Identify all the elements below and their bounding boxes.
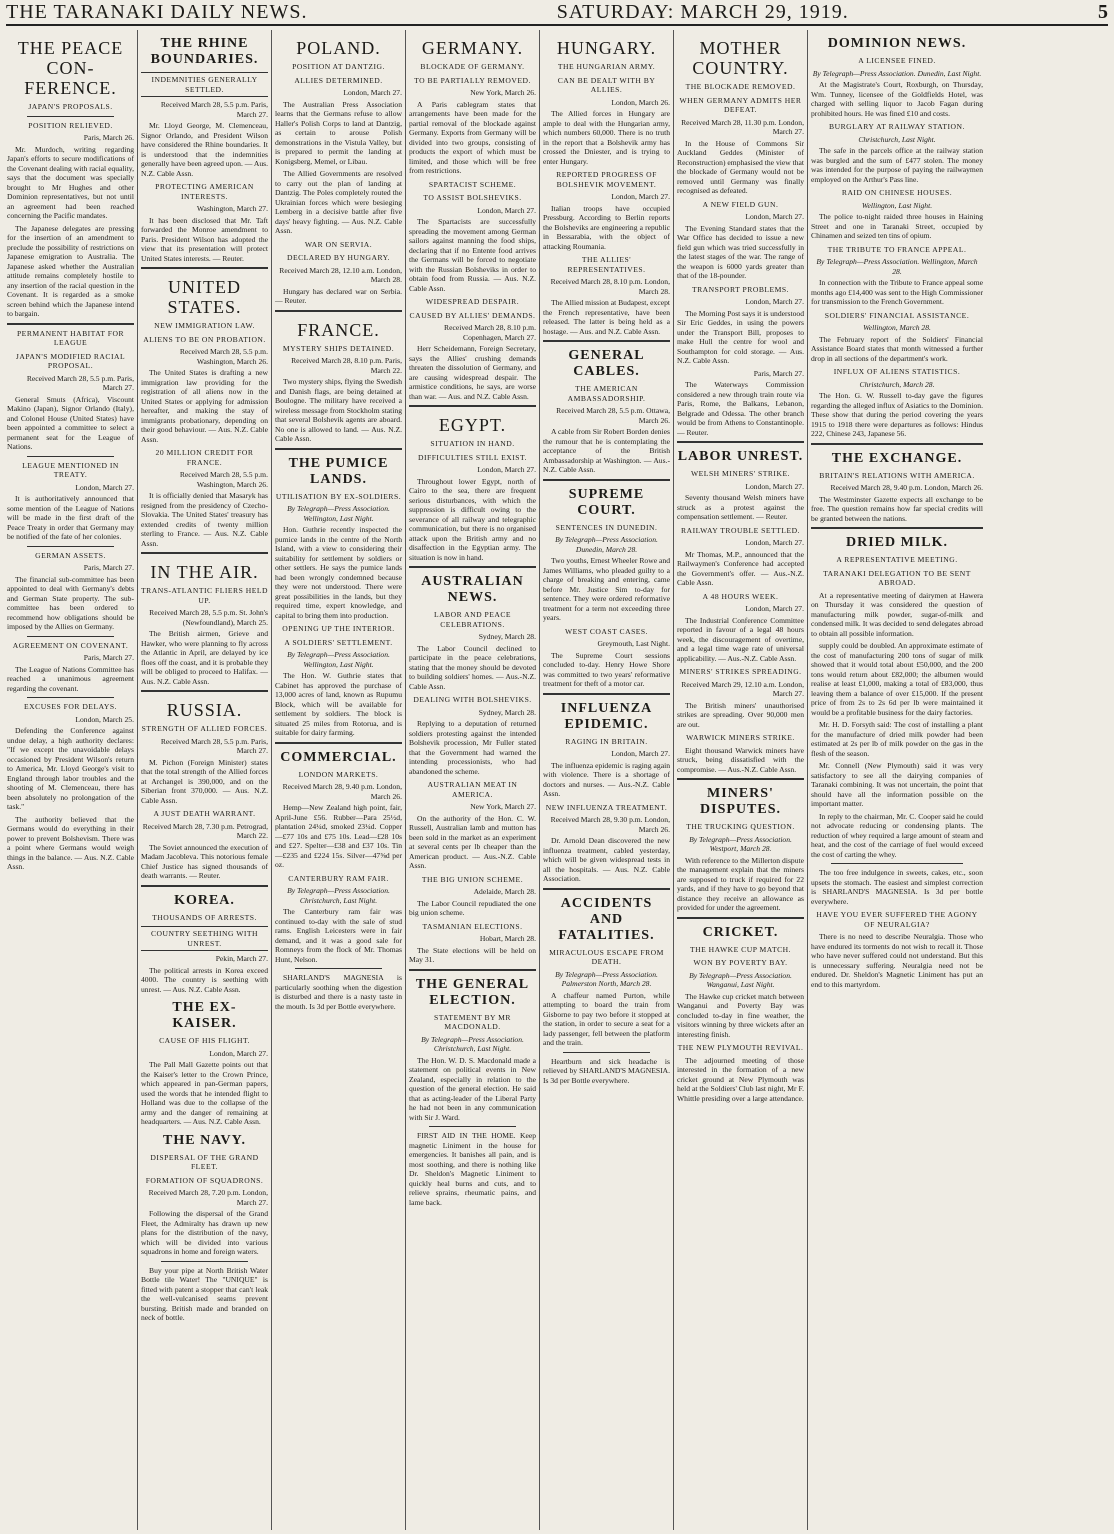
headline: IN THE AIR. (150, 562, 259, 582)
dateline: Pekin, March 27. (215, 954, 268, 963)
article-paragraph: The February report of the Soldiers' Financial Assistance Board states that month witnessed a further drop in all sections of the department's work. (811, 334, 983, 363)
article-paragraph: The Labor Council declined to participate in the peace celebrations, stating that the money should be devoted to building soldiers' homes. — Aus.-N.Z. Cable Assn. (409, 643, 536, 691)
divider (831, 863, 963, 864)
dateline: Received March 28, 5.5 p.m. Paris, March 27. (160, 736, 268, 755)
dateline: New York, March 26. (470, 88, 536, 97)
dateline: Received March 28, 5.5 p.m. Paris, March 27. (160, 100, 268, 119)
article-paragraph: At the Magistrate's Court, Roxburgh, on Thursday, Wm. Tunney, licensee of the Goldfields Hotel, was charged with selling liquor to Jacob Fagan during prohibited hours. He was fined £10 and costs. (811, 80, 983, 118)
subheading: WELSH MINERS' STRIKE. (691, 469, 790, 478)
subheading: EXCUSES FOR DELAYS. (24, 702, 117, 711)
headline: KOREA. (174, 892, 235, 908)
article-paragraph: supply could be doubled. An approximate estimate of the cost of manufacturing 200 tons of sugar of milk showed that it would total about £50,000, and the 200 tons would return about £82,000; the albumen would realise at least £1,000, making a total of £83,000, thus leaving them a balance of over £15,000. If the present price of from 2s to 2s 6d per lb were maintained it would be a profitable business for the dairy factories. (811, 641, 983, 717)
subheading: JAPAN'S MODIFIED RACIAL PROPOSAL. (15, 351, 126, 370)
subheading: STATEMENT BY MR MACDONALD. (434, 1012, 511, 1031)
article-paragraph: The Evening Standard states that the War Office has decided to issue a new field gun which was tried successfully in the latest stages of the war. The range of the weapon is 6000 yards greater than that of the 18-pounder. (677, 223, 804, 280)
dateline: Received March 28, 5.5 p.m. Washington, March 26. (179, 347, 268, 366)
subheading: THE BIG UNION SCHEME. (421, 874, 524, 884)
article-paragraph: A cable from Sir Robert Borden denies the rumour that he is contemplating the acceptance of the British Ambassadorship at Washington. — Aus.-N.Z. Cable Assn. (543, 427, 670, 474)
columns (4, 30, 1110, 1530)
subheading: BLOCKADE OF GERMANY. (420, 62, 525, 71)
article-paragraph: Hemp—New Zealand high point, fair, April-June £56. Rubber—Para 25½d, plantation 24¼d, smoked 23¼d. Copper—£77 10s and £75 10s. Lead—£28 10s and £27. Spelter—£38 and £37 10s. Tin—£235 and £224 15s. Silver—47⅝d per oz. (275, 803, 402, 869)
article-paragraph: The financial sub-committee has been appointed to deal with Germany's debts and German State property. The sub-committee has been ordered to recommend how obligations should be imposed by the Allies on Germany. (7, 574, 134, 631)
article-paragraph: In reply to the chairman, Mr. C. Cooper said he could not advocate reducing or condensing plants. The reduction of whey required a large amount of steam and heat, and the cost of the carriage of fuel would exceed the cost of carting the whey. (811, 811, 983, 859)
subheading: DIFFICULTIES STILL EXIST. (417, 452, 528, 462)
headline: THE EXCHANGE. (831, 450, 963, 466)
dateline: Paris, March 27. (83, 653, 134, 662)
divider (275, 448, 402, 450)
divider (677, 917, 804, 919)
article-paragraph: The British airmen, Grieve and Hawker, who were planning to fly across the Atlantic in April, are delayed by ice floes off the coast, and it is probable they will be obliged to proceed to Halifax. — Aus. N.Z. Cable Assn. (141, 629, 268, 686)
subheading: RAILWAY TROUBLE SETTLED. (681, 525, 800, 535)
article-paragraph: Mr. Murdoch, writing regarding Japan's efforts to secure modifications of the Covenant dealing with racial equality, says that the document was specially brought to Mr Hughes and other Dominion representatives, but not until an agreement had been reached concerning the Pacific mandates. (7, 144, 134, 220)
subheading: A NEW FIELD GUN. (702, 199, 779, 209)
subheading: A LICENSEE FINED. (858, 56, 936, 65)
dateline: Adelaide, March 28. (473, 887, 536, 896)
article-paragraph: Following the dispersal of the Grand Fleet, the Admiralty has drawn up new plans for the distribution of the navy, which will be divided into various squadrons in home and foreign waters. (141, 1209, 268, 1256)
advertisement: The too free indulgence in sweets, cakes, etc., soon upsets the stomach. The easiest and simplest correction is SHARLAND'S MAGNESIA. Is 3d per bottle everywhere. (811, 868, 983, 906)
subheading: WEST COAST CASES. (564, 626, 649, 636)
article-paragraph: The political arrests in Korea exceed 4000. The country is seething with unrest. — Aus. N.Z. Cable Assn. (141, 965, 268, 994)
headline: MOTHER COUNTRY. (692, 38, 789, 78)
subheading: GERMAN ASSETS. (35, 550, 106, 560)
divider (7, 323, 134, 325)
divider (409, 969, 536, 971)
subheading: INDEMNITIES GENERALLY SETTLED. (141, 72, 268, 97)
column-3 (272, 30, 406, 1530)
dateline: London, March 27. (611, 749, 670, 758)
article-paragraph: The United States is drafting a new immigration law providing for the registration of all aliens now in the United States or applying for admission hereafter, and making the stay of immigrants probationary, depending on their good behaviour. — Aus. N.Z. Cable Assn. (141, 368, 268, 444)
subheading: DECLARED BY HUNGARY. (286, 253, 391, 262)
subheading: DISPERSAL OF THE GRAND FLEET. (150, 1152, 259, 1171)
subheading: POSITION AT DANTZIG. (292, 62, 385, 71)
newspaper-title: THE TARANAKI DAILY NEWS. (6, 1, 308, 23)
byline: By Telegraph—Press Association. Wellington, March 28. (816, 257, 978, 276)
dateline: Greymouth, Last Night. (597, 639, 670, 648)
article-paragraph: In connection with the Tribute to France appeal some months ago £14,400 was sent to the High Commissioner for transmission to the French Government. (811, 278, 983, 306)
subheading: THE ALLIES' REPRESENTATIVES. (567, 255, 646, 274)
dateline: London, March 26. (611, 97, 670, 107)
article-paragraph: Mr. H. D. Forsyth said: The cost of installing a plant for the manufacture of dried milk powder had been estimated at 2s per lb of milk powder on the gas in the flesh of the season. (811, 720, 983, 758)
column-5 (540, 30, 674, 1530)
divider (429, 1126, 516, 1127)
article-paragraph: With reference to the Millerton dispute the management explain that the miners are supposed to truck if required for 22 yards, and if they have to go beyond that distance they receive an allowance as provided for under the agreement. (677, 855, 804, 912)
article-paragraph: On the authority of the Hon. C. W. Russell, Australian lamb and mutton has been sold in the market as an experiment at several cents per lb cheaper than the American product. — Aus.-N.Z. Cable Assn. (409, 813, 536, 870)
subheading: MIRACULOUS ESCAPE FROM DEATH. (549, 947, 664, 966)
divider (141, 885, 268, 887)
headline: DRIED MILK. (845, 535, 948, 550)
headline: AUSTRALIAN NEWS. (421, 574, 524, 605)
dateline: London, March 27. (745, 212, 804, 221)
subheading: THE TRUCKING QUESTION. (686, 822, 795, 831)
subheading: TRANSPORT PROBLEMS. (691, 284, 790, 294)
article-paragraph: The Supreme Court sessions concluded to-day. Henry Howe Shore was committed to two years' reformative treatment for theft of a motor car. (543, 650, 670, 688)
article-paragraph: Eight thousand Warwick miners have struck, being dissatisfied with the compromise. — Aus.-N.Z. Cable Assn. (677, 745, 804, 774)
subheading: WON BY POVERTY BAY. (693, 958, 788, 967)
dateline: New York, March 27. (470, 802, 536, 811)
subheading: 20 MILLION CREDIT FOR FRANCE. (155, 448, 254, 467)
subheading: THE HAWKE CUP MATCH. (689, 944, 792, 954)
dateline: Received March 28, 7.30 p.m. Petrograd, March 22. (142, 821, 268, 840)
subheading: CAN BE DEALT WITH BY ALLIES. (557, 75, 656, 94)
article-paragraph: The Pall Mall Gazette points out that the Kaiser's letter to the Crown Prince, which appeared in pan-German papers, used the words that he intended flight to Holland was due to the collapse of the army and the danger of remaining at headquarters. — Aus. N.Z. Cable Assn. (141, 1060, 268, 1126)
subheading: THE BLOCKADE REMOVED. (685, 82, 796, 91)
subheading: AGREEMENT ON COVENANT. (12, 640, 129, 650)
article-paragraph: Italian troops have occupied Pressburg. According to Berlin reports the Bolsheviks are engineering a republic in Bessarabia, with the object of attacking Roumania. (543, 203, 670, 251)
dateline: Received March 28, 5.5 p.m. St. John's (Newfoundland), March 25. (149, 608, 268, 627)
byline: Christchurch, March 28. (859, 379, 935, 389)
article-paragraph: The League of Nations Committee has reached a unanimous agreement regarding the covenant. (7, 664, 134, 693)
headline: THE RHINE BOUNDARIES. (150, 36, 259, 67)
subheading: MYSTERY SHIPS DETAINED. (282, 343, 395, 353)
subheading: AUSTRALIAN MEAT IN AMERICA. (427, 780, 518, 799)
subheading: THOUSANDS OF ARRESTS. (152, 912, 257, 922)
article-paragraph: Mr Thomas, M.P., announced that the Railwaymen's Conference had accepted the Government's offer. — Aus.-N.Z. Cable Assn. (677, 549, 804, 587)
dateline: Received March 29, 12.10 a.m. London, March 27. (681, 679, 804, 698)
subheading: A REPRESENTATIVE MEETING. (836, 555, 958, 564)
article-paragraph: The Australian Press Association learns that the Germans refuse to allow Haller's Polish Corps to land at Dantzig, as certain to arouse Polish demonstrations in the Vistula Valley, but is prepared to permit the landing at Konigsberg, Memel, or Libau. (275, 99, 402, 166)
article-paragraph: The Morning Post says it is understood Sir Eric Geddes, in using the powers under the Transport Bill, proposes to make Hull the centre for wool and Southampton for cold storage. — Aus. N.Z. Cable Assn. (677, 308, 804, 365)
article-paragraph: The influenza epidemic is raging again with violence. There is a shortage of doctors and nurses. — Aus.-N.Z. Cable Assn. (543, 760, 670, 798)
divider (27, 116, 114, 117)
dateline: London, March 27. (611, 192, 670, 201)
subheading: ALIENS TO BE ON PROBATION. (143, 334, 266, 344)
subheading: LEAGUE MENTIONED IN TREATY. (22, 460, 119, 479)
byline: By Telegraph—Press Association. Palmerston North, March 28. (555, 969, 658, 988)
subheading: COUNTRY SEETHING WITH UNREST. (141, 926, 268, 951)
divider (275, 742, 402, 744)
article-paragraph: The Allied Governments are resolved to carry out the plan of landing at Dantzig. The Poles completely routed the Ukrainian forces which were besieging Lemberg in a decisive battle after five days' heavy fighting. — Aus. N.Z. Cable Assn. (275, 169, 402, 235)
advertisement: FIRST AID IN THE HOME. Keep magnetic Liniment in the house for emergencies. It banishes all pain, and is most soothing, and there is nothing like Dr. Sheldon's Magnetic Liniment to quickly heal burns and cuts, and to relieve sprains, rheumatic pains, and lame back. (409, 1131, 536, 1207)
subheading: TRANS-ATLANTIC FLIERS HELD UP. (141, 586, 268, 605)
article-paragraph: It has been disclosed that Mr. Taft forwarded the Monroe amendment to Paris. President Wilson has adopted the view that its presentation will protect United States interests. — Reuter. (141, 215, 268, 263)
article-paragraph: At a representative meeting of dairymen at Hawera on Thursday it was considered the question of manufacturing milk powder, sugar-of-milk and condensed milk. It was decided to send delegates abroad to obtain all possible information. (811, 590, 983, 638)
subheading: PROTECTING AMERICAN INTERESTS. (155, 182, 254, 201)
dateline: Received March 28, 11.30 p.m. London, March 27. (681, 117, 804, 136)
subheading: TO ASSIST BOLSHEVIKS. (423, 193, 522, 202)
byline: By Telegraph—Press Association. Christchurch, Last Night. (421, 1034, 524, 1053)
divider (543, 340, 670, 342)
article-paragraph: M. Pichon (Foreign Minister) states that the total strength of the Allied forces at Archangel is 390,000, and on the Siberian front 370,000. — Aus. N.Z. Cable Assn. (141, 757, 268, 805)
headline: HUNGARY. (556, 38, 657, 58)
divider (141, 690, 268, 692)
divider (409, 566, 536, 568)
subheading: NEW INFLUENZA TREATMENT. (545, 802, 668, 812)
dateline: London, March 27. (745, 604, 804, 613)
divider (27, 456, 114, 457)
subheading: INFLUX OF ALIENS STATISTICS. (833, 367, 961, 376)
column-7 (808, 30, 986, 1530)
article-paragraph: The authority believed that the Germans would do everything in their power to prevent Bolshevism. There was a point where Germans would weigh things in the balance. — Aus. N.Z. Cable Assn. (7, 814, 134, 871)
subheading: SOLDIERS' FINANCIAL ASSISTANCE. (824, 310, 970, 320)
dateline: Received March 28, 7.20 p.m. London, March 27. (148, 1188, 268, 1207)
divider (811, 527, 983, 529)
divider (295, 968, 382, 969)
subheading: THE NEW PLYMOUTH REVIVAL. (677, 1043, 804, 1052)
divider (811, 443, 983, 445)
article-paragraph: The Labor Council repudiated the one big union scheme. (409, 898, 536, 917)
article-paragraph: The Spartacists are successfully spreading the movement among German sailors against manning the food ships, declaring that if no Entente food arrives the Germans will be forced to negotiate with the Russian Bolsheviks in order to obtain food from Russia. — Aus. N.Z. Cable Assn. (409, 217, 536, 293)
dateline: London, March 27. (477, 205, 536, 215)
headline: THE EX-KAISER. (172, 1000, 237, 1031)
divider (543, 888, 670, 890)
divider (275, 310, 402, 312)
byline: By Telegraph—Press Association. Dunedin, Last Night. (812, 68, 982, 78)
subheading: CANTERBURY RAM FAIR. (288, 873, 389, 883)
subheading: LABOR AND PEACE CELEBRATIONS. (433, 610, 512, 629)
headline: POLAND. (296, 38, 381, 58)
subheading: SENTENCES IN DUNEDIN. (555, 522, 658, 532)
subheading: A 48 HOURS WEEK. (702, 591, 779, 601)
subheading: POSITION RELIEVED. (28, 120, 113, 130)
subheading: DEALING WITH BOLSHEVIKS. (413, 695, 532, 704)
subheading: THE HUNGARIAN ARMY. (557, 62, 656, 71)
headline: THE GENERAL ELECTION. (415, 976, 530, 1008)
dateline: Received March 28, 9.30 p.m. London, March 26. (550, 815, 670, 834)
byline: By Telegraph—Press Association. Wellington, Last Night. (287, 650, 390, 669)
subheading: RAID ON CHINESE HOUSES. (841, 188, 953, 197)
subheading: OPENING UP THE INTERIOR. (282, 624, 395, 633)
headline: MINERS' DISPUTES. (700, 786, 781, 817)
subheading: CAUSE OF HIS FLIGHT. (159, 1036, 250, 1045)
subheading: WAR ON SERVIA. (304, 239, 373, 249)
headline: SUPREME COURT. (568, 486, 645, 518)
dateline: London, March 25. (75, 714, 134, 724)
article-paragraph: A chaffeur named Purton, while attempting to board the train from Gisborne to pay two before it stopped at the station, in order to secure a seat for a lady passenger, fell between the platform and the train. (543, 990, 670, 1047)
headline: INFLUENZA EPIDEMIC. (560, 700, 653, 732)
article-paragraph: The Hon. G. W. Russell to-day gave the figures regarding the alleged influx of Asiatics to the Dominion. These show that during the period covering the years 1915 to 1918 there were departures as follows: Hindus 222, Chinese 243, Japanese 56. (811, 391, 983, 438)
article-paragraph: Two youths, Ernest Wheeler Rowe and James Williams, who pleaded guilty to a charge of breaking and entering, came before Mr. Justice Sim to-day for sentence. They were ordered reformative treatment for a term not exceeding three years. (543, 556, 670, 622)
headline: THE NAVY. (163, 1132, 246, 1148)
column-6 (674, 30, 808, 1530)
subheading: MINERS' STRIKES SPREADING. (679, 667, 802, 676)
article-paragraph: General Smuts (Africa), Viscount Makino (Japan), Signor Orlando (Italy), and Colonel House (United States) have been appointed a committee to select a permanent seat for the League of Nations. (7, 394, 134, 451)
subheading: TASMANIAN ELECTIONS. (422, 921, 523, 931)
dateline: London, March 27. (209, 1048, 268, 1058)
subheading: HAVE YOU EVER SUFFERED THE AGONY OF NEURALGIA? (816, 910, 978, 929)
column-2 (138, 30, 272, 1530)
article-paragraph: A Paris cablegram states that arrangements have been made for the partial removal of the blockade against Germany. Exports from Germany will be divided into two groups, consisting of products the export of which must be limited, and those which will be free from restrictions. (409, 99, 536, 175)
article-paragraph: The British miners' unauthorised strikes are spreading. Over 90,000 men are out. (677, 700, 804, 729)
subheading: A JUST DEATH WARRANT. (153, 809, 256, 818)
byline: By Telegraph—Press Association. Wanganui, Last Night. (689, 970, 792, 989)
subheading: WHEN GERMANY ADMITS HER DEFEAT. (679, 95, 802, 114)
advertisement: SHARLAND'S MAGNESIA is particularly soothing when the digestion is disturbed and there is a nasty taste in the mouth. Is 3d per Bottle everywhere. (275, 973, 402, 1011)
article-paragraph: The Industrial Conference Committee reported in favour of a legal 48 hours week, the discouragement of overtime, and a legal time wage rate of universal applicability. — Aus.-N.Z. Cable Assn. (677, 615, 804, 663)
dateline: Paris, March 27. (83, 563, 134, 572)
subheading: A SOLDIERS' SETTLEMENT. (284, 637, 393, 647)
article-paragraph: The Westminster Gazette expects all exchange to be free. The question remains how far special credits will be granted between the nations. (811, 494, 983, 523)
article-paragraph: The Canterbury ram fair was continued to-day with the sale of stud rams. English Leicesters were in fair demand, and it was a good sale for Romneys from the flock of Mr. Thomas Hunt, Nelson. (275, 907, 402, 964)
article-paragraph: The Allied forces in Hungary are ample to deal with the Hungarian army, which numbers 60,000. There is no truth in the report that a Bolshevik army has crossed the Dniester, and is trying to enter Hungary. (543, 109, 670, 166)
subheading: SPARTACIST SCHEME. (428, 179, 517, 189)
article-paragraph: Seventy thousand Welsh miners have struck as a protest against the compensation settlement. — Reuter. (677, 493, 804, 521)
subheading: CAUSED BY ALLIES' DEMANDS. (409, 310, 536, 320)
divider (27, 697, 114, 698)
byline: Wellington, Last Night. (861, 200, 933, 210)
dateline: Washington, March 27. (196, 204, 268, 213)
divider (677, 778, 804, 780)
divider (543, 693, 670, 695)
subheading: STRENGTH OF ALLIED FORCES. (141, 724, 268, 733)
dateline: Sydney, March 28. (478, 632, 536, 641)
divider (409, 405, 536, 407)
subheading: TO BE PARTIALLY REMOVED. (414, 75, 531, 85)
subheading: THE AMERICAN AMBASSADORSHIP. (567, 384, 646, 403)
dateline: London, March 27. (75, 482, 134, 492)
article-paragraph: Defending the Conference against undue delay, a high authority declares: "If we except the unavoidable delays occasioned by President Wilson's return to America, Mr. Lloyd George's visit to England through labor troubles and the shooting of M. Clemenceau, there has been absolutely no prolongation of the task." (7, 726, 134, 811)
article-paragraph: Hon. Guthrie recently inspected the pumice lands in the centre of the North Island, with a view to considering their suitability for settlement by soldiers or other settlers. He says the pumice lands had been wrongly condemned because they were not understood. There were great possibilities in the lands, but they required time, expert knowledge, and capital to bring them into production. (275, 525, 402, 620)
headline: EGYPT. (438, 415, 507, 435)
subheading: SITUATION IN HAND. (430, 439, 515, 448)
column-4 (406, 30, 540, 1530)
dateline: Received March 28, 8.10 p.m. London, March 28. (550, 277, 670, 296)
dateline: London, March 27. (745, 481, 804, 491)
article-paragraph: The Hon. W. Guthrie states that Cabinet has approved the purchase of 13,000 acres of land, known as Rupumu Block, which will be available for settlement by soldiers. The block is situated 25 miles from Rotorua, and is suitable for dairy farming. (275, 671, 402, 737)
dateline: Received March 28, 5.5 p.m. Washington, March 26. (179, 470, 268, 489)
subheading: RAGING IN BRITAIN. (565, 736, 648, 746)
byline: By Telegraph—Press Association. Christchurch, Last Night. (287, 886, 390, 905)
headline: UNITED STATES. (167, 277, 242, 317)
advertisement: There is no need to describe Neuralgia. Those who have endured its torments do not wish to recall it. Those who have never suffered could not understand. But this is unnecessary suffering. Neuralgia need not be endured. Dr. Sheldon's Magnetic Liniment has put an end to this martyrdom. (811, 932, 983, 989)
subheading: WIDESPREAD DESPAIR. (425, 297, 520, 306)
byline: By Telegraph—Press Association. Wellington, Last Night. (287, 504, 390, 523)
subheading: LONDON MARKETS. (298, 769, 379, 779)
subheading: NEW IMMIGRATION LAW. (154, 321, 255, 330)
article-paragraph: The adjourned meeting of those interested in the formation of a new cricket ground at New Plymouth was held at the Soldiers' Club last night, Mr F. Whittle presiding over a large attendance. (677, 1055, 804, 1103)
masthead (6, 2, 1108, 26)
subheading: FORMATION OF SQUADRONS. (145, 1175, 264, 1185)
article-paragraph: Replying to a deputation of returned soldiers protesting against the intended Bolshevik procession, Mr Fuller stated that the Government had warned the intending processionists, who had abandoned the scheme. (409, 719, 536, 776)
subheading: REPORTED PROGRESS OF BOLSHEVIK MOVEMENT. (556, 170, 657, 189)
byline: By Telegraph—Press Association. Dunedin, March 28. (555, 535, 658, 554)
article-paragraph: Throughout lower Egypt, north of Cairo to the sea, there are frequent serious disturbances, with which the suppression is difficult owing to the severance of all railway and telegraphic communication, but there is no organised attack upon the British army and no disaffection in the Egyptian army. The situation is now in hand. (409, 476, 536, 562)
headline: COMMERCIAL. (280, 749, 397, 765)
article-paragraph: The Soviet announced the execution of Madam Jacobleva. This notorious female Chief Justice has signed thousands of death warrants. — Reuter. (141, 842, 268, 880)
article-paragraph: The Waterways Commission considered a new through train route via Paris, Rome, the Balkans, Lebanon, Belgrade and Odessa. The other branch would be from Athens to Constantinople. — Reuter. (677, 380, 804, 437)
dateline: Sydney, March 28. (478, 707, 536, 717)
dateline: Received March 28, 5.5 p.m. Paris, March 27. (26, 373, 134, 392)
divider (27, 636, 114, 637)
dateline: Received March 28, 12.10 a.m. London, March 28. (279, 265, 402, 284)
subheading: WARWICK MINERS STRIKE. (686, 733, 795, 742)
article-paragraph: Mr. Connell (New Plymouth) said it was very satisfactory to see all the dairying companies of Taranaki combining. It was not uncertain, the point that should have all the information possible on the important matter. (811, 761, 983, 808)
headline: DOMINION NEWS. (827, 36, 967, 51)
divider (141, 552, 268, 554)
issue-date: SATURDAY: MARCH 29, 1919. (556, 1, 849, 23)
article-paragraph: Two mystery ships, flying the Swedish and Danish flags, are being detained at Boulogne. The military have received a wireless message from Stockholm stating that several Bolshevik agents are aboard. No one is allowed to land. — Aus. N.Z. Cable Assn. (275, 377, 402, 443)
headline: RUSSIA. (166, 700, 243, 720)
article-paragraph: The Hawke cup cricket match between Wanganui and Poverty Bay was concluded to-day in fine weather, the visitors winning by three wickets after an interesting finish. (677, 991, 804, 1039)
article-paragraph: The Hon. W. D. S. Macdonald made a statement on political events in New Zealand, especially in relation to the question of the general election. He said that as acting-leader of the Liberal Party he had not been in any communication with Sir J. Ward. (409, 1055, 536, 1122)
divider (161, 1261, 248, 1262)
article-paragraph: Hungary has declared war on Serbia. — Reuter. (275, 286, 402, 305)
divider (27, 546, 114, 547)
divider (563, 1052, 650, 1053)
article-paragraph: It is authoritatively announced that some mention of the League of Nations will be made in the first draft of the Peace Treaty in order that Germany may be notified of the fate of her colonies. (7, 494, 134, 541)
divider (543, 479, 670, 481)
article-paragraph: The safe in the parcels office at the railway station was burgled and the sum of £477 stolen. The money was intended for the purpose of paying the railwaymen employed on the Arthur's Pass line. (811, 146, 983, 184)
subheading: TARANAKI DELEGATION TO BE SENT ABROAD. (823, 568, 971, 587)
divider (141, 267, 268, 269)
subheading: JAPAN'S PROPOSALS. (28, 102, 113, 111)
article-paragraph: The Japanese delegates are pressing for the insertion of an amendment to preclude the possibility of restrictions on Japanese emigration to Australia. The Japanese asked whether the Australian attitude remains completely hostile to any insertion of the racial question in the Covenant. It is regarded as a smoke screen behind which the Japanese intend to bargain. (7, 223, 134, 318)
article-paragraph: Dr. Arnold Dean discovered the new influenza treatment, cabled yesterday, which will be given widespread tests in all the hospitals. — Aus. N.Z. Cable Association. (543, 836, 670, 883)
subheading: ALLIES DETERMINED. (294, 75, 383, 85)
dateline: Paris, March 26. (83, 133, 134, 142)
subheading: BURGLARY AT RAILWAY STATION. (829, 122, 965, 131)
divider (677, 441, 804, 443)
subheading: BRITAIN'S RELATIONS WITH AMERICA. (819, 470, 975, 480)
dateline: London, March 27. (477, 465, 536, 474)
dateline: London, March 27. (343, 88, 402, 97)
subheading: UTILISATION BY EX-SOLDIERS. (275, 491, 402, 501)
dateline: Received March 28, 9.40 p.m. London, March 26. (282, 782, 402, 801)
dateline: Hobart, March 28. (479, 934, 536, 943)
headline: GERMANY. (421, 38, 524, 58)
article-paragraph: In the House of Commons Sir Auckland Geddes (Minister of Reconstruction) emphasised the view that the blockade of Germany would not be removed until Germany was finally recognised as defeated. (677, 138, 804, 195)
headline: THE PEACE CON-FERENCE. (17, 38, 124, 98)
article-paragraph: Herr Scheidemann, Foreign Secretary, says the Allies' crushing demands threaten the dissolution of Germany, and are causing widespread despair. The armistice conditions, he says, are worse than war. — Aus. and N.Z. Cable Assn. (409, 344, 536, 401)
headline: CRICKET. (702, 924, 779, 940)
byline: Christchurch, Last Night. (858, 134, 936, 144)
dateline: London, March 27. (745, 297, 804, 306)
headline: LABOR UNREST. (677, 449, 804, 464)
dateline: London, March 27. (745, 538, 804, 547)
article-paragraph: It is officially denied that Masaryk has resigned from the presidency of Czecho-Slovakia. The United States' treasury has extended credits of twenty million sterling to France. — Aus. N.Z. Cable Assn. (141, 491, 268, 548)
column-1 (4, 30, 138, 1530)
article-paragraph: Mr. Lloyd George, M. Clemenceau, Signor Orlando, and President Wilson have considered the Rhine boundaries. It is understood that the indemnities generally have been agreed upon. — Aus. N.Z. Cable Assn. (141, 121, 268, 178)
article-paragraph: The police to-night raided three houses in Haining Street and one in Taranaki Street, occupied by Chinamen and seized ten tins of opium. (811, 212, 983, 240)
advertisement: Buy your pipe at North British Water Bottle tile Water! The "UNIQUE" is fitted with patent a stopper that can't leak the well-vulcanised seams prevent bursting. British made and branded on neck of bottle. (141, 1265, 268, 1322)
dateline: Received March 28, 9.40 p.m. London, March 26. (830, 483, 983, 492)
dateline: Received March 28, 8.10 p.m. Copenhagen, March 27. (444, 323, 536, 342)
subheading: PERMANENT HABITAT FOR LEAGUE (16, 328, 125, 347)
advertisement: Heartburn and sick headache is relieved by SHARLAND'S MAGNESIA. Is 3d per Bottle everywhere. (543, 1056, 670, 1085)
article-paragraph: The Allied mission at Budapest, except the French representative, have been released. The latter is being held as a hostage. — Aus. and N.Z. Cable Assn. (543, 298, 670, 336)
byline: By Telegraph—Press Association. Westport, March 28. (689, 834, 792, 853)
headline: GENERAL CABLES. (568, 348, 645, 379)
article-paragraph: The State elections will be held on May 31. (409, 945, 536, 964)
page-number: 5 (1098, 1, 1108, 23)
headline: ACCIDENTS AND FATALITIES. (558, 895, 655, 943)
dateline: Received March 28, 8.10 p.m. Paris, March 22. (291, 356, 402, 375)
dateline: Paris, March 27. (753, 368, 804, 378)
subheading: THE TRIBUTE TO FRANCE APPEAL. (827, 244, 967, 254)
byline: Wellington, March 28. (863, 323, 931, 332)
headline: FRANCE. (297, 319, 380, 340)
headline: THE PUMICE LANDS. (288, 455, 389, 487)
dateline: Received March 28, 5.5 p.m. Ottawa, March 26. (556, 406, 670, 425)
